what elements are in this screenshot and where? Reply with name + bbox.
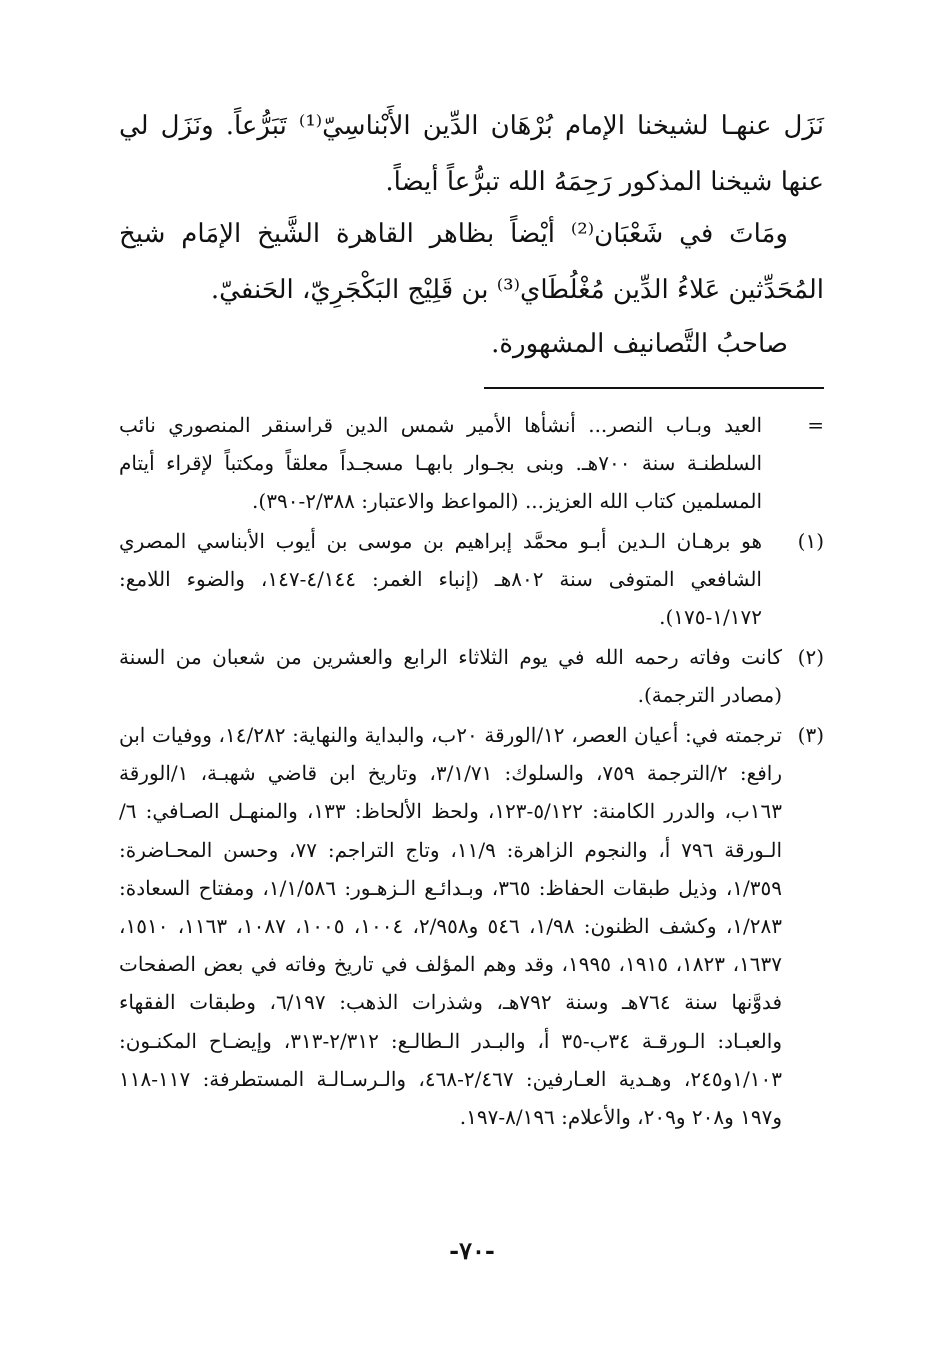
footnote-1-text: هو برهـان الـدين أبـو محمَّد إبراهيم بن موسى بن أيوب الأبناسي المصري الشافعي المتوفى سنة ٨٠٢هـ (إنباء الغمر: ٤/١٤٤-١٤٧، والضوء اللامع: ١/١٧٢-١٧٥). [119,529,762,629]
footnote-1-marker: (١) [797,529,824,553]
footnote-3-marker: (٣) [797,723,825,747]
footnotes [119,406,824,1138]
main-paragraph-1: نَزَل عنهـا لشيخنا الإمام بُرْهَان الدِّين الأَبْناسِيّ⁽¹⁾ تَبَرُّعاً. ونَزَل لي عنها شيخنا المذكور رَحِمَهُ الله تبرُّعاً أيضاً. [119,111,824,197]
footnote-2-text: كانت وفاته رحمه الله في يوم الثلاثاء الرابع والعشرين من شعبان من السنة (مصادر الترجمة). [119,645,782,707]
main-paragraph-2: ومَاتَ في شَعْبَان⁽²⁾ أيْضاً بظاهر القاهرة الشَّيخ الإمَام شيخ المُحَدِّثين عَلاءُ الدِّين مُغْلُطَاي⁽³⁾ بن قَلِيْج البَكْجَرِيّ، الحَنفيّ. [119,219,824,305]
footnote-1 [119,522,824,636]
footnote-separator [484,387,824,389]
footnote-3-text: ترجمته في: أعيان العصر، ١٢/الورقة ٢٠ب، والبداية والنهاية: ١٤/٢٨٢، ووفيات ابن رافع: ٢/الترجمة ٧٥٩، والسلوك: ٣/١/٧١، وتاريخ ابن قاضي شهبـة، ١/الورقة ١٦٣ب، والدرر الكامنة: ٥/١٢٢-١٢٣، ولحظ الألحاظ: ١٣٣، والمنهـل الصـافي: ٦/الـورقة ٧٩٦ أ، والنجوم الزاهرة: ١١/٩، وتاج التراجم: ٧٧، وحسن المحـاضرة: ١/٣٥٩، وذيل طبقات الحفاظ: ٣٦٥، وبـدائـع الـزهـور: ١/١/٥٨٦، ومفتاح السعادة: ١/٢٨٣، وكشف الظنون: ١/٩٨، ٥٤٦ و٢/٩٥٨، ١٠٠٤، ١٠٠٥، ١٠٨٧، ١١٦٣، ١٥١٠، ١٦٣٧، ١٨٢٣، ١٩١٥، ١٩٩٥، وقد وهم المؤلف في تاريخ وفاته في بعض الصفحات فدوَّنها سنة ٧٦٤هـ وسنة ٧٩٢هـ، وشذرات الذهب: ٦/١٩٧، وطبقات الفقهاء والعبـاد: الـورقـة ٣٤ب-٣٥ أ، والبـدر الـطالـع: ٢/٣١٢-٣١٣، وإيضـاح المكنـون: ١/١٠٣و٢٤٥، وهـدية العـارفين: ٢/٤٦٧-٤٦٨، والـرسـالـة المستطرفة: ١١٧-١١٨ و١٩٧ و٢٠٨ و٢٠٩، والأعلام: ٨/١٩٦-١٩٧. [119,723,783,1130]
main-paragraph-3: صاحبُ التَّصانيف المشهورة. [491,329,788,359]
footnote-3 [119,716,824,1136]
continuation-text: العيد وبـاب النصر... أنشأها الأمير شمس الدين قراسنقر المنصوري نائب السلطنـة سنة ٧٠٠هـ. وبنى بجـوار بابهـا مسجـداً معلقاً ومكتباً لإقراء أيتام المسلمين كتاب الله العزيز... (المواعظ والاعتبار: ٢/٣٨٨-٣٩٠). [119,413,762,513]
page-number: -٧٠- [449,1236,495,1265]
footnote-continuation [119,406,824,520]
footnote-2 [119,638,824,714]
footnote-2-marker: (٢) [797,645,824,669]
continuation-marker: = [807,413,824,437]
